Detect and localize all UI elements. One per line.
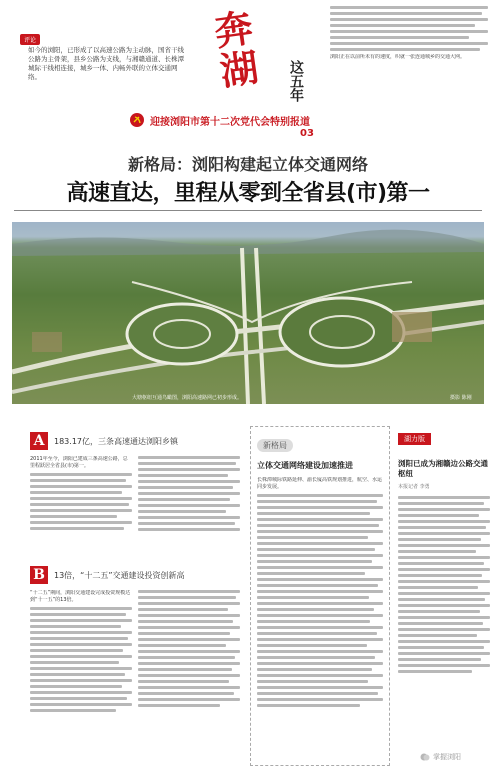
middle-box-tag: 新格局 [257,439,293,452]
photo-caption: 大塘枢纽互通鸟瞰图，浏阳高速路网已初步形成。 [132,395,243,401]
section-a-letter: A [30,432,48,450]
section-b-letter: B [30,566,48,584]
intro-text-right: 浏阳正在以前所未有的速度，织就一张连通城乡的交通大网。 [330,54,466,60]
sidebar-title: 浏阳已成为湘赣边公路交通枢纽 [398,459,488,478]
right-sidebar [398,426,490,766]
watermark-text: 掌握浏阳 [433,753,461,761]
aerial-photo [12,222,484,404]
headline-rule [14,210,482,211]
sidebar-byline: 本报记者 李勇 [398,484,430,490]
photo-credit: 摄影 陈刚 [450,395,472,401]
headline-kicker: 新格局：浏阳构建起立体交通网络 [127,155,368,174]
section-b-header [30,566,184,584]
section-b-body [30,590,240,766]
section-b-title: 13倍，“十二五”交通建设投资创新高 [54,570,185,580]
column-logo [205,7,285,110]
middle-box-title: 立体交通网络建设加速推进 [257,461,353,470]
banner-text: 迎接浏阳市第十二次党代会特别报道 [150,116,310,128]
banner [130,112,360,128]
column-title: 奔湖 [205,7,262,93]
edition-number: 03 [300,128,314,139]
section-a-lead: 2011年至今，浏阳已建成三条高速公路，总里程跃居全省县(市)第一。 [30,456,128,469]
intro-right-column [330,6,488,90]
sidebar-tag: 湖力版 [398,433,431,445]
wechat-icon [420,752,430,762]
middle-box-body: 长株潭城际铁路延伸、渝长厦高铁规划推进，航空、水运同步发展。 [257,477,383,490]
headline-main: 高速直达，里程从零到全省县(市)第一 [66,181,430,206]
section-a-body [30,456,240,562]
section-a-title: 183.17亿，三条高速通达浏阳乡镇 [54,436,178,446]
section-a-header [30,432,178,450]
watermark [420,752,461,762]
column-subtitle: 这五年 [288,60,304,102]
middle-feature-box [250,426,390,766]
intro-text-left: 如今的浏阳，已形成了以高速公路为主动脉，国省干线公路为主骨架，县乡公路为支线，与湘赣通道、长株潭城际干线相连接，城乡一体、内畅外联的立体交通网络。 [28,46,184,81]
party-emblem-icon [130,113,144,127]
section-tag: 评论 [20,34,40,45]
section-b-lead: “十二五”期间，浏阳交通建设完成投资规模达到“十一五”的13倍。 [30,590,131,603]
